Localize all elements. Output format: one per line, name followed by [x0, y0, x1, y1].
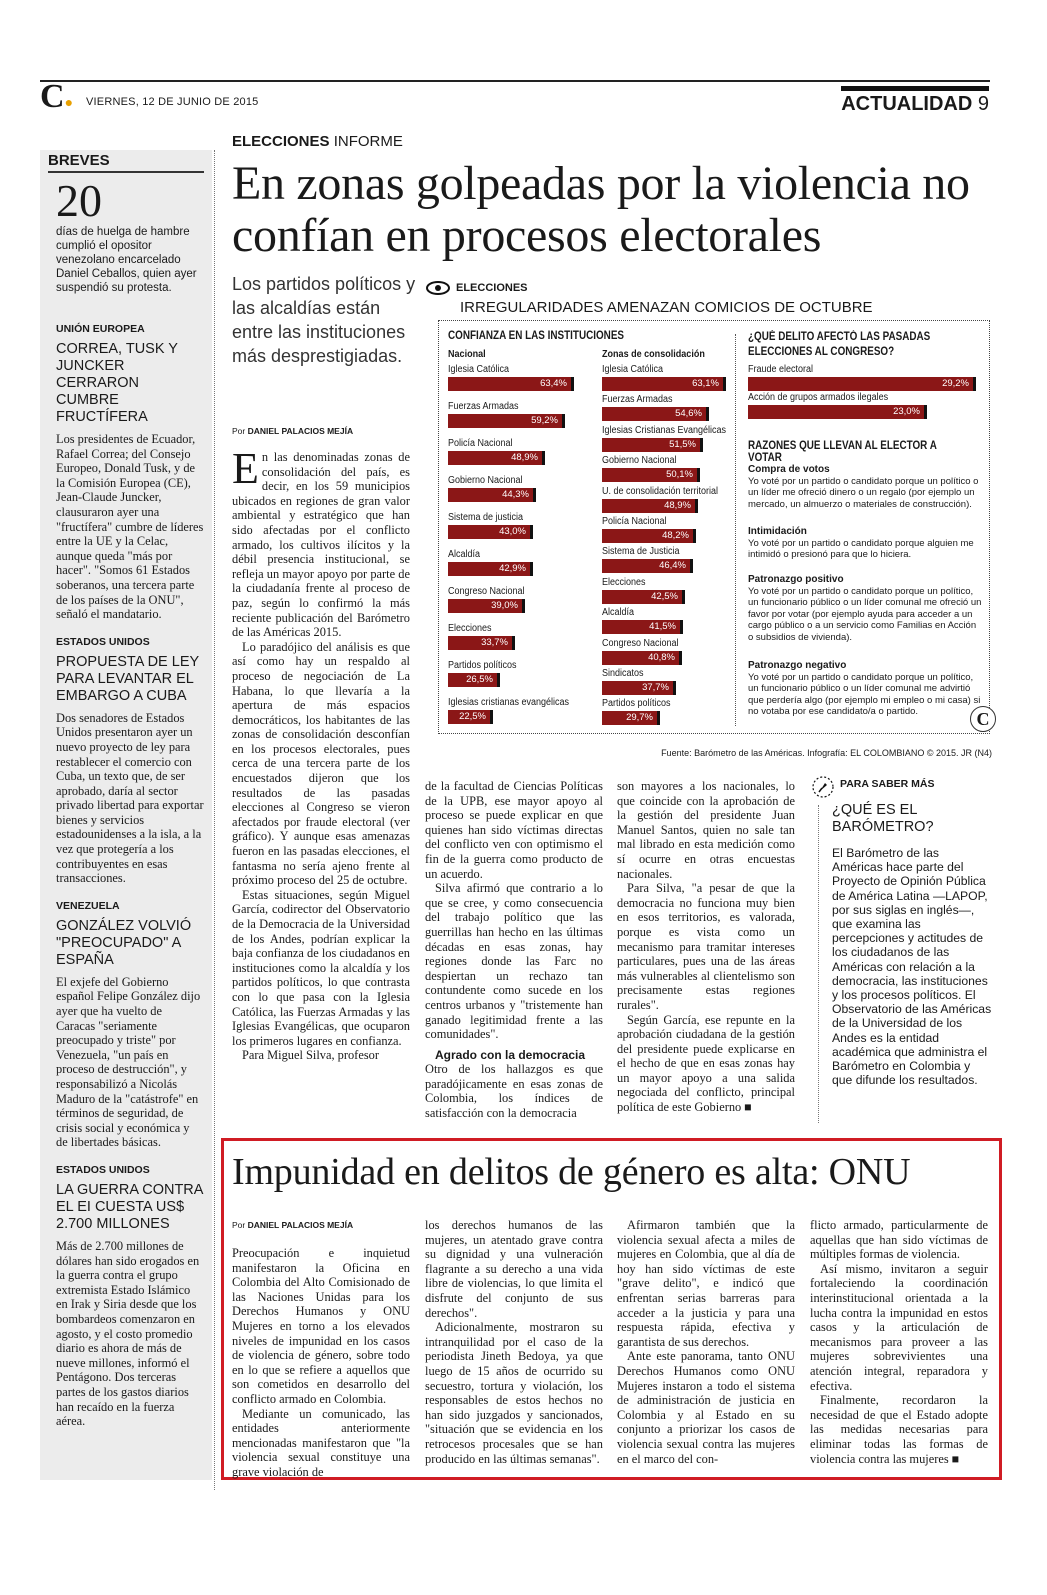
razon-item: Compra de votos Yo voté por un partido o candidato porque un político o un líder me ofreció dinero o un regalo (por ejemplo un mercado, un almuerzo o materiales de construcción).: [748, 464, 979, 510]
brief-category: UNIÓN EUROPEA: [56, 323, 145, 335]
brief-headline: GONZÁLEZ VOLVIÓ "PREOCUPADO" A ESPAÑA: [56, 917, 192, 968]
paragraph: Según García, ese repunte en la aprobación ciudadana de la gestión del presidente puede explicarse en el hecho de que en esas zonas hay un mayor apoyo a una salida negociada del conflicto, principal política de este Gobierno ■: [617, 1012, 795, 1115]
bar-label: Iglesias cristianas evangélicas: [448, 697, 570, 708]
bar: 51,5%: [602, 438, 703, 452]
paragraph: Así mismo, invitaron a seguir fortaleciendo la coordinación interinstitucional orientada a la lucha contra la impunidad en estos casos y la articulación de mecanismos para proveer a las mujeres sobrevivientes una atención integral, reparadora y efectiva.: [810, 1261, 988, 1393]
article-headline: En zonas golpeadas por la violencia no confían en procesos electorales: [232, 157, 970, 262]
bar-label: Fuerzas Armadas: [602, 394, 673, 406]
article-subhead: Los partidos políticos y las alcaldías están entre las instituciones más desprestigiadas.: [232, 274, 416, 366]
header-rule: [40, 80, 990, 82]
bar-label: Gobierno Nacional: [448, 475, 523, 486]
article-subheading: Agrado con la democracia: [435, 1047, 586, 1062]
bar-label: Partidos políticos: [602, 698, 671, 710]
bar: 37,7%: [602, 681, 676, 695]
breves-sidebar: [40, 150, 212, 1480]
brief-category: VENEZUELA: [56, 899, 120, 912]
brief-body: Dos senadores de Estados Unidos presentaron ayer un nuevo proyecto de ley para restablecer el comercio con Cuba, un texto que, de ser aprobado, daría al sector privado libertad para exportar bienes y servicios estadounidenses a la isla, a la vez que protegería a los contribuyentes en esas transacciones.: [56, 710, 204, 886]
article2-column-3: [617, 1218, 795, 1466]
bar: 39,0%: [448, 599, 525, 613]
bar: 41,5%: [602, 620, 683, 634]
section-label: ACTUALIDAD 9: [841, 86, 989, 116]
paragraph: Ante este panorama, tanto ONU Derechos Humanos como ONU Mujeres instaron a todo el sistema de administración de justicia en Colombia y al Estado en su conjunto a priorizar los casos de violencia sexual contra las mujeres en el marco del con-: [617, 1349, 795, 1466]
bar: 48,9%: [602, 499, 698, 513]
razon-item: Intimidación Yo voté por un partido o candidato porque alguien me intimidó o presionó para que lo hiciera.: [748, 526, 974, 560]
pin-icon: [812, 776, 834, 798]
bar-label: Congreso Nacional: [602, 637, 679, 649]
confidence-title: CONFIANZA EN LAS INSTITUCIONES: [448, 330, 625, 342]
bar: 43,0%: [448, 525, 533, 539]
nacional-label: Nacional: [448, 348, 486, 360]
newspaper-logo: C●: [40, 78, 74, 115]
paragraph: Estas situaciones, según Miguel García, codirector del Observatorio de la Democracia de la Universidad de los Andes, podrían explicar la baja confianza de los ciudadanos en instituciones como la alcaldía y los partidos políticos, lo que contrasta con lo que pasa con la Iglesia Católica, las Fuerzas Armadas y las Iglesias Evangélicas, que ocuparon los primeros lugares en confianza.: [232, 887, 410, 1048]
brief-body: El exjefe del Gobierno español Felipe González dijo ayer que ha vuelto de Caracas "seriamente preocupado y triste" por Venezuela, "un país en proceso de destrucción", y responsabilizó a Nicolás Maduro de la "catástrofe" en términos de seguridad, de crisis social y económica y de libertades básicas.: [56, 974, 201, 1150]
paragraph: n las denominadas zonas de consolidación del país, es decir, en los 59 municipios ubicados en regiones de gran valor ambiental y estratégico que han sido afectadas por el conflicto armado, los cultivos ilícitos y la débil presencia institucional, se refleja un mayor apoyo por parte de la ciudadanía frente al proceso de paz, según lo confirmó la más reciente publicación del Barómetro de las Américas 2015.: [232, 450, 410, 640]
brief-headline: CORREA, TUSK Y JUNCKER CERRARON CUMBRE FRUCTÍFERA: [56, 341, 178, 425]
paragraph: Otro de los hallazgos es que paradójicamente en esas zonas de Colombia, los índices de satisfacción con la democracia: [425, 1062, 603, 1121]
bar-label: Iglesia Católica: [448, 364, 510, 375]
bar: 40,8%: [602, 651, 682, 665]
breves-big-note: días de huelga de hambre cumplió el opositor venezolano encarcelado Daniel Ceballos, quien ayer suspendió su protesta.: [56, 226, 197, 294]
bar-label: Gobierno Nacional: [602, 455, 677, 467]
bar-label: Sindicatos: [602, 668, 644, 679]
bar-label: Elecciones: [448, 623, 492, 634]
delito-title: ¿QUÉ DELITO AFECTÓ LAS PASADAS ELECCIONES AL CONGRESO?: [748, 331, 931, 358]
bar: 23,0%: [748, 405, 927, 419]
brief-body: Más de 2.700 millones de dólares han sido erogados en la guerra contra el grupo extremista Estado Islámico en Irak y Siria desde que los bombardeos comenzaron en agosto, y el costo promedio diario es ahora de más de nueve millones, informó el Pentágono. Dos terceras partes de los gastos diarios han recaído en la fuerza aérea.: [56, 1238, 200, 1429]
article-column-3: [617, 779, 795, 1115]
bar-label: Alcaldía: [602, 607, 635, 619]
article2-headline: Impunidad en delitos de género es alta: ONU: [232, 1151, 911, 1193]
paragraph: flicto armado, particularmente de aquellas que han sido víctimas de múltiples formas de violencia.: [810, 1218, 988, 1262]
brief-body: Los presidentes de Ecuador, Rafael Correa; del Consejo Europeo, Donald Tusk, y de la Comisión Europea (CE), Jean-Claude Juncker, clausuraron ayer una "fructífera" cumbre de líderes entre la UE y la Celac, aunque queda "más por hacer". "Somos 61 Estados soberanos, una tercera parte de los países de la ONU", señaló el mandatario.: [56, 432, 204, 622]
para-saber-mas: [812, 776, 992, 1087]
paragraph: Mediante un comunicado, las entidades anteriormente mencionadas manifestaron que "la violencia sexual constituye una grave violación de: [232, 1406, 410, 1479]
bar: 42,5%: [602, 590, 685, 604]
bar-label: U. de consolidación territorial: [602, 485, 719, 497]
bar: 22,5%: [448, 710, 493, 724]
bar-label: Sistema de Justicia: [602, 546, 680, 558]
bar-label: Elecciones: [602, 576, 646, 588]
breves-big-number: 20: [56, 175, 102, 226]
brief-headline: PROPUESTA DE LEY PARA LEVANTAR EL EMBARGO A CUBA: [56, 653, 199, 704]
bar: 26,5%: [448, 673, 500, 687]
paragraph: Para Silva, "a pesar de que la democracia no funciona muy bien en esos territorios, es valorada, porque es vista como un mecanismo para tramitar intereses particulares, pues una de las áreas más vulnerables al clientelismo son precisamente estas regiones rurales".: [617, 881, 795, 1012]
psm-kicker: PARA SABER MÁS: [840, 778, 935, 790]
bar-label: Policía Nacional: [602, 516, 667, 527]
bar: 59,2%: [448, 414, 565, 428]
paragraph: Finalmente, recordaron la necesidad de que el Estado adopte las medidas necesarias para eliminar todas las formas de violencia contra las mujeres ■: [810, 1393, 988, 1466]
brief-category: ESTADOS UNIDOS: [56, 1163, 150, 1176]
bar: 50,1%: [602, 468, 700, 482]
bar-label: Fraude electoral: [748, 364, 814, 375]
bar-label: Acción de grupos armados ilegales: [748, 392, 889, 403]
razones-title: RAZONES QUE LLEVAN AL ELECTOR A VOTAR: [748, 440, 937, 464]
drop-cap: E: [232, 444, 259, 493]
bar: 42,9%: [448, 562, 533, 576]
breves-title: BREVES: [48, 150, 204, 173]
bar: 33,7%: [448, 636, 515, 650]
paragraph: Preocupación e inquietud manifestaron la Oficina en Colombia del Alto Comisionado de las Naciones Unidas para los Derechos Humanos y ONU Mujeres en torno a los elevados niveles de impunidad en los casos de violencia de género, sobre todo en lo que se refiere a aquellos que son cometidos en desarrollo del conflicto armado en Colombia.: [232, 1246, 410, 1406]
paragraph: Adicionalmente, mostraron su intranquilidad por el caso de la periodista Jineth Bedoya, ya que luego de 15 años de ocurrido su secuestro, tortura y violación, los responsables de estos hechos no han sido juzgados y sancionados, "situación que se evidencia en los retrocesos procesales que se han producido en las últimas semanas".: [425, 1320, 603, 1466]
paragraph: los derechos humanos de las mujeres, un atentado grave contra su dignidad y una vulneración flagrante a su derecho a una vida libre de violencias, lo que limita el disfrute del conjunto de sus derechos".: [425, 1218, 603, 1320]
bar-label: Fuerzas Armadas: [448, 401, 519, 412]
bar-label: Congreso Nacional: [448, 586, 525, 597]
column-divider: [214, 150, 215, 1490]
bar: 54,6%: [602, 407, 709, 421]
article2-column-2: [425, 1218, 603, 1466]
bar: 44,3%: [448, 488, 536, 502]
zonas-label: Zonas de consolidación: [602, 348, 705, 360]
issue-date: VIERNES, 12 DE JUNIO DE 2015: [86, 96, 259, 108]
article2-column-1: [232, 1246, 410, 1480]
infographic-source: Fuente: Barómetro de las Américas. Infografía: EL COLOMBIANO © 2015. JR (N4): [661, 748, 992, 758]
infographic-title: IRREGULARIDADES AMENAZAN COMICIOS DE OCTUBRE: [460, 299, 873, 316]
paragraph: Lo paradójico del análisis es que así como hay un respaldo al proceso de negociación de La Habana, lo que llevaría a la apertura de más espacios democráticos, los habitantes de las zonas de consolidación desconfían en los procesos electorales, pues cerca de una tercera parte de los encuestados dijeron que los resultados de las pasadas elecciones al Congreso se vieron afectados por fraude electoral (ver gráfico). Y aunque esas amenazas fueron en las pasadas elecciones, el fantasma no sería ajeno frente al próximo proceso del 25 de octubre.: [232, 639, 410, 888]
article-byline: Por DANIEL PALACIOS MEJÍA: [232, 426, 354, 436]
bar-label: Sistema de justicia: [448, 512, 524, 523]
bar: 63,4%: [448, 377, 574, 391]
newspaper-logo-icon: C: [970, 706, 996, 732]
bar: 46,4%: [602, 559, 693, 573]
bar-label: Alcaldía: [448, 549, 481, 560]
article-column-1: [232, 444, 410, 1063]
psm-divider: [818, 805, 819, 1123]
article-kicker: ELECCIONES INFORME: [232, 133, 403, 150]
bar: 29,7%: [602, 711, 660, 725]
article-column-2: [425, 779, 603, 1121]
bar: 48,9%: [448, 451, 545, 465]
paragraph: de la facultad de Ciencias Políticas de la UPB, ese mayor apoyo al proceso se puede explicar en que quienes han sido víctimas directas del conflicto ven con optimismo el fin de la guerra como producto de un acuerdo.: [425, 779, 603, 881]
paragraph: Silva afirmó que contrario a lo que se cree, y como consecuencia del trabajo político que las guerrillas han hecho en las últimas décadas en esas zonas, hay regiones donde las Farc no despiertan un rechazo tan contundente como sucede en los centros urbanos y "tristemente han ganado legitimidad frente a las comunidades".: [425, 881, 603, 1042]
page-number: 9: [977, 93, 989, 115]
bar: 48,2%: [602, 529, 696, 543]
infographic-divider: [735, 334, 736, 726]
brief-category: ESTADOS UNIDOS: [56, 635, 150, 648]
razon-item: Patronazgo positivo Yo voté por un partido o candidato porque un político, un funcionario público o un líder comunal me ofreció un favor por votar (por ejemplo ayuda para acceder a un cargo público o a un servicio como Familias en Acción o subsidios de vivienda).: [748, 574, 982, 643]
article2-byline: Por DANIEL PALACIOS MEJÍA: [232, 1220, 354, 1230]
bar-label: Partidos políticos: [448, 660, 517, 671]
paragraph: Para Miguel Silva, profesor: [242, 1048, 379, 1063]
bar: 63,1%: [602, 377, 726, 391]
psm-body: El Barómetro de las Américas hace parte del Proyecto de Opinión Pública de América Latina —LAPOP, por sus siglas en inglés—, que examina las percepciones y actitudes de los ciudadanos de las Américas con relación a la democracia, las instituciones y los procesos políticos. El Observatorio de las Américas de la Universidad de los Andes es la entidad académica que administra el Barómetro en Colombia y que difunde los resultados.: [832, 846, 992, 1088]
psm-headline: ¿QUÉ ES EL BARÓMETRO?: [832, 802, 934, 835]
bar: 29,2%: [748, 377, 976, 391]
paragraph: Afirmaron también que la violencia sexual afecta a miles de mujeres en Colombia, que al día de hoy han sido víctimas de este "grave delito", e indicó que enfrentan serias barreras para acceder a la justicia y para una respuesta rápida, efectiva y garantista de sus derechos.: [617, 1218, 795, 1349]
infographic: [426, 280, 992, 758]
razon-item: Patronazgo negativo Yo voté por un partido o candidato porque un político, un funcionario público o un líder comunal me advirtió que perdería algo (por ejemplo mi empleo o mi casa) si no votaba por ese candidato/a o partido.: [748, 660, 981, 717]
bar-label: Iglesias Cristianas Evangélicas: [602, 424, 727, 436]
bar-label: Iglesia Católica: [602, 364, 664, 375]
article2-column-4: [810, 1218, 988, 1466]
paragraph: son mayores a los nacionales, lo que coincide con la aprobación de la gestión del presidente Juan Manuel Santos, quien no sale tan mal librado en esta medición como sí ocurre en otras encuestas nacionales.: [617, 779, 795, 881]
brief-headline: LA GUERRA CONTRA EL EI CUESTA US$ 2.700 MILLONES: [56, 1181, 203, 1232]
bar-label: Policía Nacional: [448, 438, 513, 449]
infographic-kicker: ELECCIONES: [456, 282, 528, 294]
